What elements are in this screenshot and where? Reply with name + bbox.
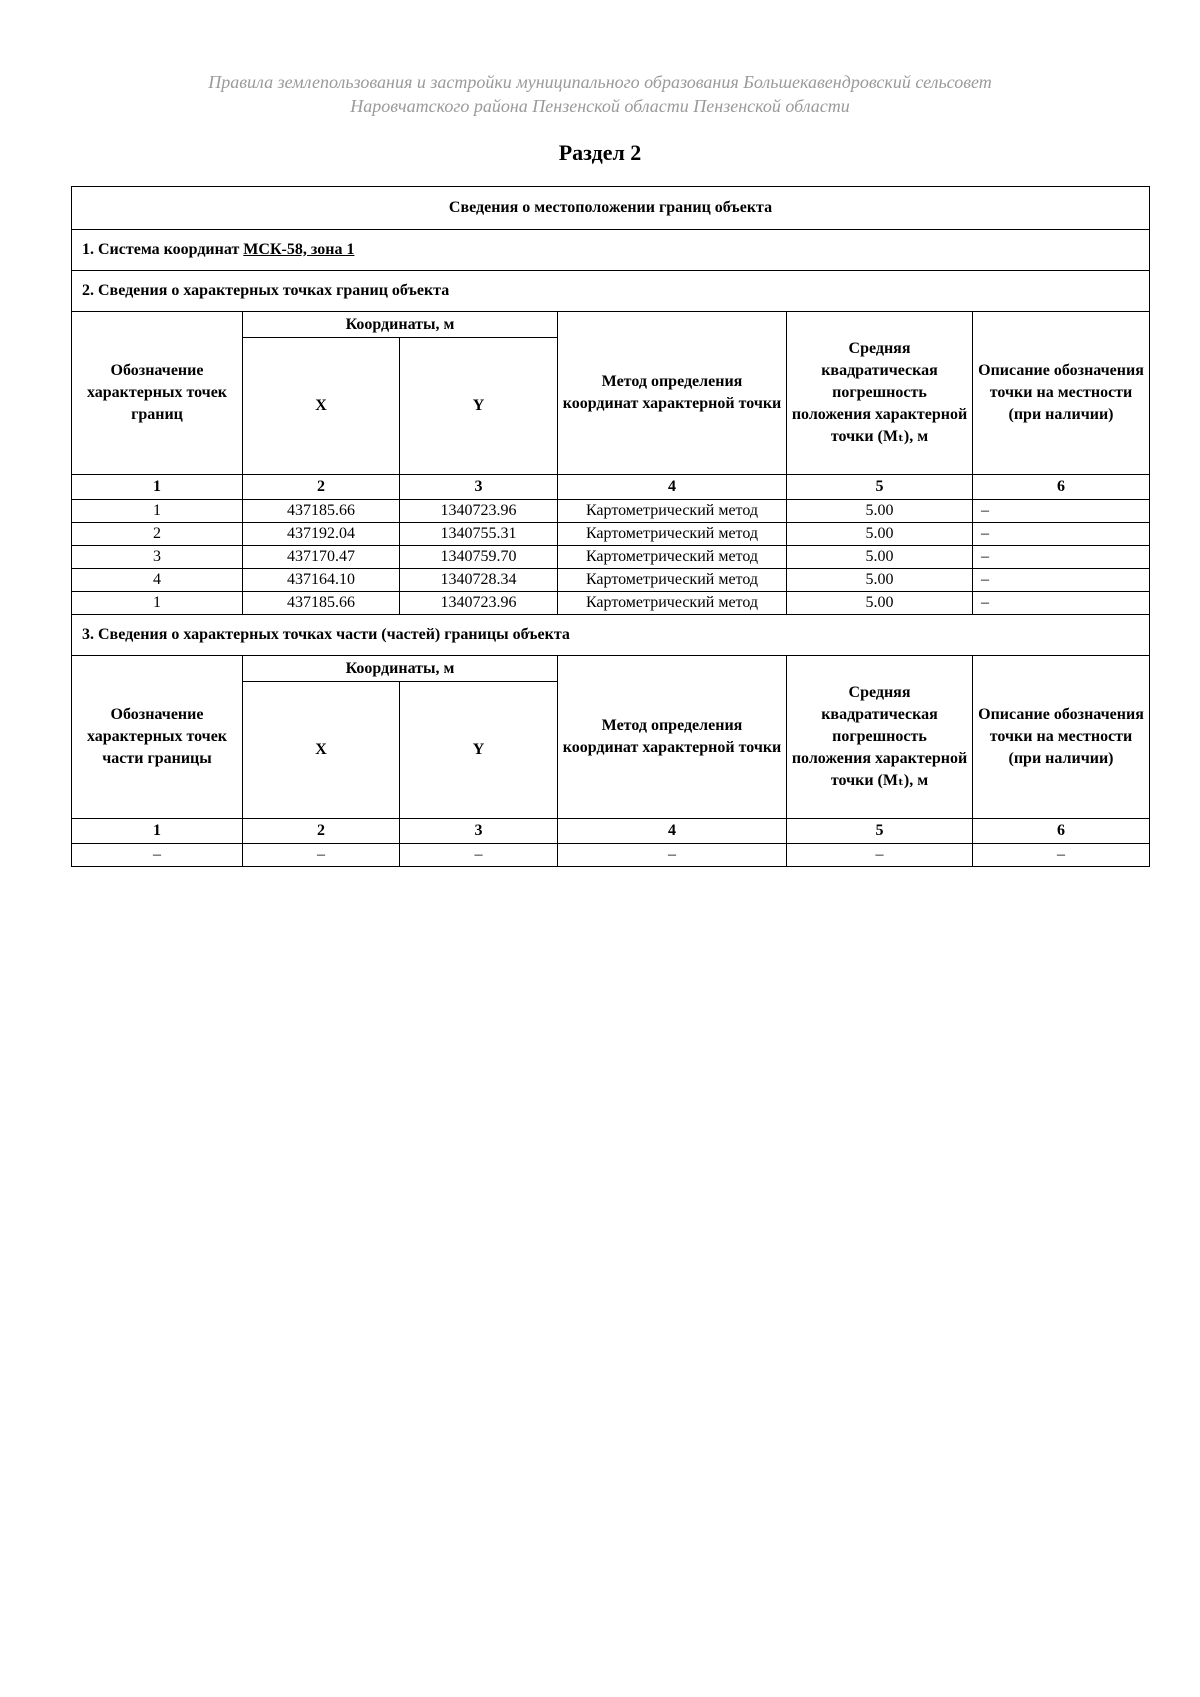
column-number: 2 xyxy=(243,819,400,844)
point-error: 5.00 xyxy=(787,569,973,592)
point-method: Картометрический метод xyxy=(558,592,787,615)
column-number: 3 xyxy=(400,819,558,844)
section-3-title: 3. Сведения о характерных точках части (частей) границы объекта xyxy=(72,615,1150,656)
point-x: 437164.10 xyxy=(243,569,400,592)
point-description: – xyxy=(973,523,1150,546)
point-description: – xyxy=(973,500,1150,523)
table-row xyxy=(72,844,1150,867)
point-description: – xyxy=(973,592,1150,615)
point-error: 5.00 xyxy=(787,546,973,569)
column-number: 6 xyxy=(973,819,1150,844)
point-method: Картометрический метод xyxy=(558,500,787,523)
point-x: 437185.66 xyxy=(243,500,400,523)
point-y: 1340723.96 xyxy=(400,500,558,523)
boundary-table xyxy=(71,186,1150,867)
header-x: X xyxy=(243,682,400,819)
point-x: 437185.66 xyxy=(243,592,400,615)
table-row xyxy=(72,546,1150,569)
column-numbers-row xyxy=(72,475,1150,500)
point-method: Картометрический метод xyxy=(558,569,787,592)
header-designation: Обозначение характерных точек границ xyxy=(72,312,243,475)
point-method: Картометрический метод xyxy=(558,546,787,569)
column-number: 5 xyxy=(787,819,973,844)
point-number: 2 xyxy=(72,523,243,546)
point-error: 5.00 xyxy=(787,592,973,615)
column-number: 1 xyxy=(72,475,243,500)
header-description: Описание обозначения точки на местности (при наличии) xyxy=(973,312,1150,475)
header-y: Y xyxy=(400,338,558,475)
coordinate-system-row xyxy=(72,230,1150,271)
running-header xyxy=(0,70,1200,118)
header-error: Средняя квадратическая погрешность положения характерной точки (Mₜ), м xyxy=(787,656,973,819)
point-error: 5.00 xyxy=(787,523,973,546)
section-title: Раздел 2 xyxy=(558,140,642,165)
point-y: 1340728.34 xyxy=(400,569,558,592)
part-point-number: – xyxy=(72,844,243,867)
header-line-2: Наровчатского района Пензенской области Пензенской области xyxy=(350,96,850,116)
column-number: 5 xyxy=(787,475,973,500)
point-number: 4 xyxy=(72,569,243,592)
column-number: 2 xyxy=(243,475,400,500)
part-point-x: – xyxy=(243,844,400,867)
point-number: 1 xyxy=(72,500,243,523)
header-method: Метод определения координат характерной точки xyxy=(558,312,787,475)
part-point-error: – xyxy=(787,844,973,867)
table-row xyxy=(72,523,1150,546)
point-number: 3 xyxy=(72,546,243,569)
coordinate-system-label: 1. Система координат xyxy=(82,241,240,258)
column-number: 1 xyxy=(72,819,243,844)
header-description: Описание обозначения точки на местности (при наличии) xyxy=(973,656,1150,819)
point-error: 5.00 xyxy=(787,500,973,523)
point-x: 437192.04 xyxy=(243,523,400,546)
coordinate-system-value: МСК-58, зона 1 xyxy=(243,241,355,258)
table-row xyxy=(72,569,1150,592)
point-description: – xyxy=(973,546,1150,569)
part-point-description: – xyxy=(973,844,1150,867)
part-point-y: – xyxy=(400,844,558,867)
column-number: 3 xyxy=(400,475,558,500)
header-designation-part: Обозначение характерных точек части границы xyxy=(72,656,243,819)
point-y: 1340755.31 xyxy=(400,523,558,546)
point-x: 437170.47 xyxy=(243,546,400,569)
header-x: X xyxy=(243,338,400,475)
table-row xyxy=(72,500,1150,523)
point-method: Картометрический метод xyxy=(558,523,787,546)
header-method: Метод определения координат характерной точки xyxy=(558,656,787,819)
header-coordinates: Координаты, м xyxy=(243,656,558,682)
point-description: – xyxy=(973,569,1150,592)
point-number: 1 xyxy=(72,592,243,615)
part-point-method: – xyxy=(558,844,787,867)
table-title: Сведения о местоположении границ объекта xyxy=(72,187,1150,230)
column-number: 4 xyxy=(558,475,787,500)
header-coordinates: Координаты, м xyxy=(243,312,558,338)
table-row xyxy=(72,592,1150,615)
point-y: 1340759.70 xyxy=(400,546,558,569)
column-numbers-row xyxy=(72,819,1150,844)
column-number: 6 xyxy=(973,475,1150,500)
section-2-title: 2. Сведения о характерных точках границ объекта xyxy=(72,271,1150,312)
column-number: 4 xyxy=(558,819,787,844)
header-line-1: Правила землепользования и застройки муниципального образования Большекавендровский сельсовет xyxy=(208,72,992,92)
header-error: Средняя квадратическая погрешность положения характерной точки (Mₜ), м xyxy=(787,312,973,475)
header-y: Y xyxy=(400,682,558,819)
point-y: 1340723.96 xyxy=(400,592,558,615)
